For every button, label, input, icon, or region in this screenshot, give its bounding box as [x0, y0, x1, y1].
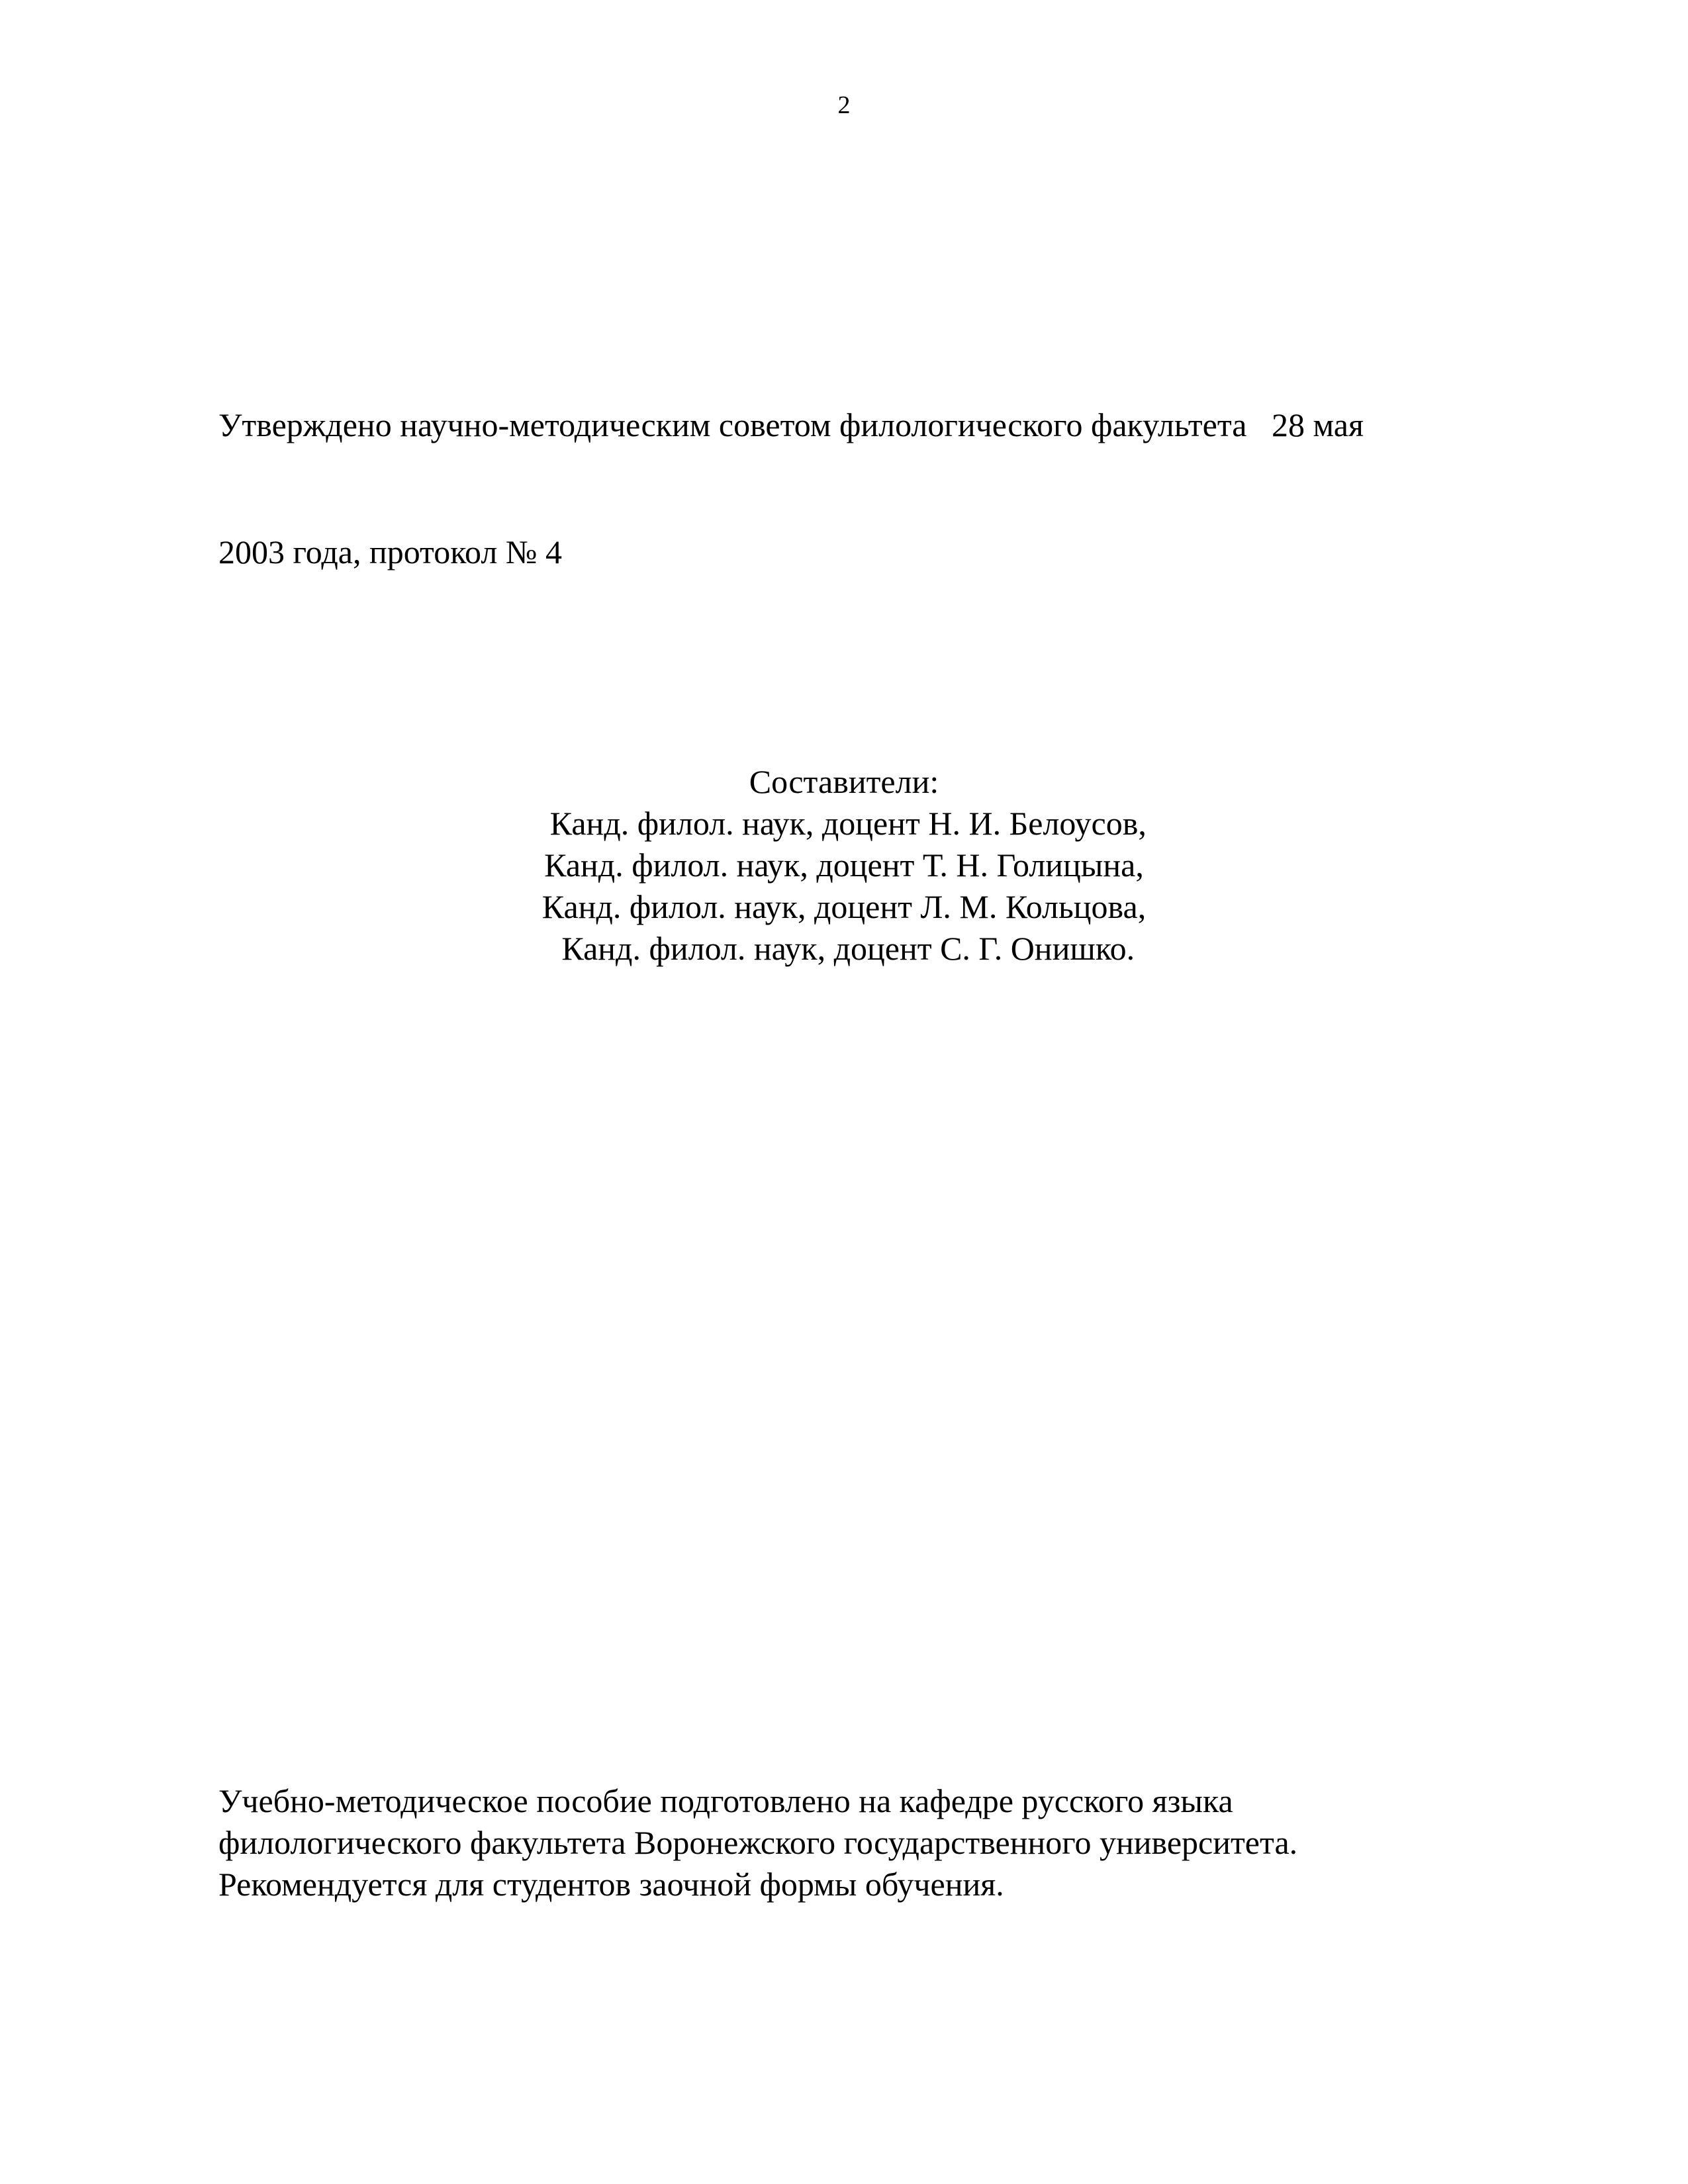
description-line: Рекомендуется для студентов заочной формы обучения.	[218, 1866, 1004, 1903]
description-line: филологического факультета Воронежского государственного университета.	[218, 1824, 1298, 1861]
compiler-entry: Канд. филол. наук, доцент Н. И. Белоусов,	[541, 805, 1147, 842]
description-block	[218, 1780, 1509, 1905]
approval-line: 2003 года, протокол № 4	[218, 533, 562, 570]
approval-note	[218, 319, 1509, 615]
description-line: Учебно-методическое пособие подготовлено на кафедре русского языка	[218, 1782, 1233, 1819]
compiler-entry: Канд. филол. наук, доцент Л. М. Кольцова,	[541, 888, 1147, 925]
page-number: 2	[837, 91, 851, 119]
compiler-entry: Канд. филол. наук, доцент Т. Н. Голицына,	[544, 846, 1144, 884]
compilers-block	[0, 761, 1688, 970]
compilers-heading: Составители:	[749, 763, 939, 800]
compiler-entry: Канд. филол. наук, доцент С. Г. Онишко.	[553, 930, 1135, 967]
approval-line: Утверждено научно-методическим советом филологического факультета 28 мая	[218, 406, 1364, 443]
